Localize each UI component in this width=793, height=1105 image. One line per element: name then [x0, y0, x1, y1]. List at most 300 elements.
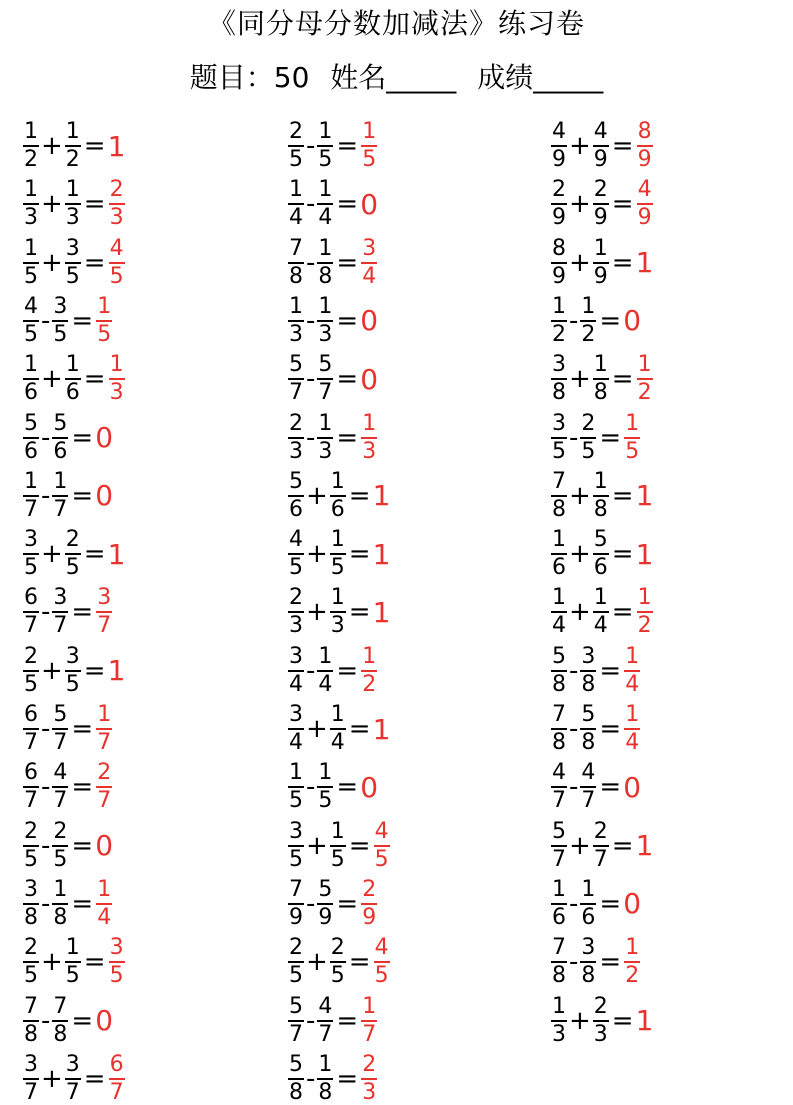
answer-numerator: 1: [362, 643, 377, 669]
operand-a: [23, 820, 39, 872]
equals-sign: =: [611, 189, 634, 220]
operand-a-denominator: 8: [24, 904, 38, 930]
operand-b-denominator: 6: [65, 380, 80, 406]
operand-a-numerator: 7: [289, 235, 303, 261]
problem-row: [287, 878, 378, 930]
answer: 1: [372, 712, 391, 746]
operand-b: [52, 995, 68, 1047]
operand-a-numerator: 1: [552, 527, 566, 553]
operand-a-denominator: 4: [289, 671, 303, 697]
operand-a-denominator: 5: [24, 263, 38, 289]
answer: [374, 820, 390, 872]
operand-b-denominator: 7: [53, 496, 68, 522]
operand-b-numerator: 1: [318, 235, 333, 261]
operand-b-denominator: 8: [593, 380, 608, 406]
operand-b: [65, 528, 81, 580]
operand-a: [23, 178, 39, 230]
operand-b-denominator: 8: [581, 730, 596, 755]
operand-a: [288, 528, 304, 580]
operator-sign: -: [569, 305, 579, 336]
operand-a-numerator: 2: [289, 935, 303, 961]
operand-a-numerator: 3: [24, 876, 38, 902]
operand-b-denominator: 8: [318, 1079, 333, 1105]
operand-a-numerator: 6: [24, 585, 38, 611]
operand-b-denominator: 9: [593, 205, 608, 231]
operator-sign: -: [41, 597, 51, 628]
operator-sign: -: [41, 305, 51, 336]
problem-row: [550, 353, 654, 405]
operand-b-denominator: 8: [581, 671, 596, 697]
operand-a-denominator: 5: [24, 321, 38, 347]
operand-a: [288, 761, 304, 813]
answer-numerator: 2: [362, 876, 377, 902]
problem-row: [287, 1053, 378, 1105]
operand-b-numerator: 1: [581, 876, 596, 902]
problem-row: [22, 936, 126, 988]
operand-b-denominator: 7: [593, 846, 608, 872]
operator-sign: -: [41, 1005, 51, 1036]
equals-sign: =: [83, 364, 106, 395]
operand-b: [52, 820, 68, 872]
operand-a-denominator: 5: [24, 846, 38, 872]
answer-numerator: 4: [374, 818, 389, 844]
operand-b-denominator: 4: [330, 730, 345, 755]
operator-sign: -: [569, 714, 579, 744]
operand-a-numerator: 1: [289, 760, 303, 786]
answer-numerator: 2: [109, 177, 124, 203]
answer-denominator: 5: [97, 321, 112, 347]
answer: [361, 237, 377, 289]
operand-b-numerator: 3: [53, 293, 68, 319]
answer-numerator: 1: [625, 410, 640, 436]
equals-sign: =: [336, 247, 359, 278]
equals-sign: =: [611, 364, 634, 395]
equals-sign: =: [336, 131, 359, 161]
operand-a-denominator: 9: [552, 263, 566, 289]
answer-denominator: 5: [109, 263, 124, 289]
operator-sign: +: [569, 597, 591, 628]
problem-row: [550, 412, 641, 464]
operand-a-denominator: 5: [289, 147, 303, 172]
operand-a-denominator: 6: [552, 904, 566, 930]
operand-b: [52, 470, 68, 522]
answer: 1: [107, 129, 126, 163]
equals-sign: =: [611, 247, 634, 278]
operand-b-numerator: 1: [581, 293, 596, 319]
operand-b: [65, 645, 81, 697]
answer: [374, 936, 390, 988]
operand-b: [317, 645, 333, 697]
answer-numerator: 4: [637, 177, 652, 203]
equals-sign: =: [83, 247, 106, 278]
problem-row: [287, 295, 378, 347]
problem-row: [22, 586, 113, 638]
operand-a-denominator: 2: [24, 147, 38, 172]
operand-b-numerator: 5: [593, 527, 608, 553]
problem-row: [287, 528, 390, 580]
answer-numerator: 1: [97, 702, 112, 727]
problem-row: [22, 820, 113, 872]
operand-b-denominator: 7: [318, 380, 333, 406]
equals-sign: =: [336, 772, 359, 803]
operand-a: [288, 1053, 304, 1105]
answer-numerator: 6: [109, 1051, 124, 1077]
problem-row: [287, 586, 390, 638]
answer: [624, 936, 640, 988]
operand-b-numerator: 3: [65, 235, 80, 261]
answer: 0: [95, 479, 114, 513]
operand-a-denominator: 7: [24, 788, 38, 814]
operand-b-numerator: 1: [330, 468, 345, 494]
operand-a: [23, 412, 39, 464]
operand-a-numerator: 8: [552, 235, 566, 261]
operand-a: [23, 470, 39, 522]
operand-a-numerator: 3: [289, 702, 303, 727]
operand-b: [330, 470, 346, 522]
problem-row: [287, 761, 378, 813]
answer-denominator: 7: [97, 613, 112, 639]
operand-b-numerator: 1: [318, 643, 333, 669]
answer-numerator: 2: [97, 760, 112, 786]
operator-sign: +: [41, 247, 63, 278]
operand-b-numerator: 1: [318, 177, 333, 203]
operand-b-numerator: 2: [330, 935, 345, 961]
operand-b: [580, 645, 596, 697]
operand-b-denominator: 8: [318, 263, 333, 289]
operand-b-denominator: 5: [318, 147, 333, 172]
operand-b-denominator: 9: [593, 147, 608, 172]
operand-b: [330, 820, 346, 872]
operand-b-numerator: 5: [53, 702, 68, 727]
problem-row: [550, 586, 654, 638]
equals-sign: =: [599, 947, 622, 978]
answer-denominator: 5: [625, 438, 640, 464]
answer: 1: [635, 1004, 654, 1037]
operand-b-numerator: 1: [330, 702, 345, 727]
problem-row: [22, 528, 125, 580]
operand-a: [288, 120, 304, 172]
operand-b: [593, 528, 609, 580]
operator-sign: -: [306, 305, 316, 336]
equals-sign: =: [599, 772, 622, 803]
operand-a-denominator: 7: [552, 846, 566, 872]
operand-a-numerator: 5: [552, 818, 566, 844]
equals-sign: =: [336, 305, 359, 336]
operand-a: [288, 353, 304, 405]
operand-a-numerator: 7: [289, 876, 303, 902]
operand-a-denominator: 7: [289, 380, 303, 406]
answer-numerator: 1: [625, 935, 640, 961]
operand-a-denominator: 7: [24, 1079, 38, 1105]
operand-a-numerator: 1: [552, 876, 566, 902]
equals-sign: =: [71, 714, 94, 744]
operand-a: [551, 878, 567, 930]
problem-row: [287, 353, 378, 405]
answer-denominator: 5: [374, 963, 389, 989]
operator-sign: +: [306, 480, 328, 511]
answer-numerator: 1: [362, 410, 377, 436]
operand-b-denominator: 9: [593, 263, 608, 289]
operand-b-denominator: 4: [318, 671, 333, 697]
operand-a-denominator: 5: [289, 555, 303, 581]
operand-a-denominator: 6: [24, 380, 38, 406]
operand-b-denominator: 7: [53, 730, 68, 755]
operand-a-denominator: 2: [552, 321, 566, 347]
operator-sign: -: [569, 772, 579, 803]
equals-sign: =: [336, 888, 359, 919]
operand-b: [317, 995, 333, 1047]
answer: [109, 237, 125, 289]
answer-denominator: 5: [362, 147, 377, 172]
operand-a-denominator: 8: [289, 263, 303, 289]
operand-b-denominator: 5: [318, 788, 333, 814]
answer-denominator: 3: [362, 1079, 377, 1105]
operand-a-numerator: 2: [24, 935, 38, 961]
operand-a: [288, 586, 304, 638]
operand-a-denominator: 8: [552, 496, 566, 522]
operand-b: [317, 178, 333, 230]
equals-sign: =: [599, 714, 622, 744]
answer-denominator: 5: [374, 846, 389, 872]
operand-b-numerator: 3: [581, 643, 596, 669]
operator-sign: -: [41, 422, 51, 453]
operand-a-denominator: 7: [24, 496, 38, 522]
equals-sign: =: [599, 888, 622, 919]
operand-a-denominator: 8: [552, 963, 566, 989]
operand-b: [330, 703, 346, 755]
operator-sign: -: [306, 422, 316, 453]
operand-a-numerator: 5: [289, 993, 303, 1019]
answer: 1: [372, 595, 391, 629]
answer: 0: [360, 304, 379, 338]
answer-denominator: 9: [637, 147, 652, 172]
operand-b-numerator: 2: [65, 527, 80, 553]
operand-b: [593, 353, 609, 405]
equals-sign: =: [83, 189, 106, 220]
answer: 0: [360, 187, 379, 221]
problem-row: [287, 178, 378, 230]
answer-numerator: 4: [109, 235, 124, 261]
operand-b-numerator: 4: [53, 760, 68, 786]
operator-sign: -: [569, 947, 579, 978]
operand-b-denominator: 2: [65, 147, 80, 172]
answer: [96, 878, 112, 930]
operand-a-numerator: 5: [552, 643, 566, 669]
operand-b-numerator: 2: [593, 818, 608, 844]
operand-a-numerator: 5: [289, 1051, 303, 1077]
operand-a-denominator: 5: [552, 438, 566, 464]
answer: 1: [635, 829, 654, 863]
operand-b-numerator: 1: [593, 585, 608, 611]
problem-row: [22, 645, 125, 697]
operand-b: [52, 878, 68, 930]
equals-sign: =: [83, 131, 106, 161]
operand-a-numerator: 1: [552, 293, 566, 319]
operand-b: [65, 936, 81, 988]
operand-b: [52, 761, 68, 813]
problem-row: [550, 470, 653, 522]
equals-sign: =: [71, 1005, 94, 1036]
operand-a: [288, 178, 304, 230]
answer-denominator: 2: [362, 671, 377, 697]
operand-a-denominator: 7: [24, 613, 38, 639]
operand-b-denominator: 5: [330, 963, 345, 989]
operand-b-numerator: 1: [330, 585, 345, 611]
problem-row: [22, 178, 126, 230]
operand-b: [52, 586, 68, 638]
equals-sign: =: [348, 714, 371, 744]
operator-sign: -: [306, 888, 316, 919]
operand-a: [23, 353, 39, 405]
answer-denominator: 7: [109, 1079, 124, 1105]
operand-b-denominator: 8: [53, 904, 68, 930]
equals-sign: =: [348, 539, 371, 570]
operand-b: [593, 995, 609, 1047]
operand-b-denominator: 3: [318, 321, 333, 347]
answer-numerator: 1: [362, 119, 377, 144]
operand-a: [288, 295, 304, 347]
operand-a-denominator: 3: [289, 321, 303, 347]
operand-a-denominator: 4: [289, 730, 303, 755]
answer-numerator: 1: [637, 585, 652, 611]
operator-sign: +: [41, 364, 63, 395]
operand-b: [317, 295, 333, 347]
equals-sign: =: [71, 888, 94, 919]
operand-b-numerator: 1: [318, 1051, 333, 1077]
operand-b: [317, 237, 333, 289]
problem-row: [550, 936, 641, 988]
operator-sign: +: [569, 830, 591, 861]
operand-a-denominator: 8: [552, 730, 566, 755]
operand-a-denominator: 3: [289, 613, 303, 639]
problem-row: [22, 995, 113, 1047]
operand-b-denominator: 3: [593, 1021, 608, 1047]
operand-b-numerator: 5: [318, 352, 333, 378]
operand-b: [330, 528, 346, 580]
equals-sign: =: [336, 655, 359, 686]
answer: 0: [95, 421, 114, 454]
problem-row: [550, 878, 641, 930]
operator-sign: -: [41, 714, 51, 744]
answer-denominator: 3: [109, 380, 124, 406]
worksheet-title: 《同分母分数加减法》练习卷: [207, 7, 585, 40]
answer: [624, 703, 640, 755]
equals-sign: =: [336, 1005, 359, 1036]
answer: [96, 761, 112, 813]
operand-a-numerator: 4: [289, 527, 303, 553]
answer: [361, 412, 377, 464]
operator-sign: +: [569, 539, 591, 570]
operand-a: [551, 412, 567, 464]
problem-row: [22, 120, 125, 172]
operand-a-numerator: 1: [552, 993, 566, 1019]
operand-a: [551, 178, 567, 230]
operator-sign: -: [41, 888, 51, 919]
answer: [624, 412, 640, 464]
problem-row: [287, 703, 390, 755]
operand-b-numerator: 1: [593, 235, 608, 261]
operand-a: [288, 936, 304, 988]
answer-numerator: 1: [637, 352, 652, 378]
answer-denominator: 7: [97, 730, 112, 755]
operand-b-numerator: 2: [53, 818, 68, 844]
operator-sign: -: [306, 189, 316, 220]
operand-b-denominator: 3: [318, 438, 333, 464]
answer-numerator: 3: [97, 585, 112, 611]
name-field: 姓名_____: [330, 61, 457, 94]
answer-numerator: 2: [362, 1051, 377, 1077]
operand-a-denominator: 9: [552, 147, 566, 172]
answer: 1: [635, 246, 654, 280]
operand-a: [23, 586, 39, 638]
problem-row: [287, 936, 391, 988]
problem-row: [287, 820, 391, 872]
equals-sign: =: [611, 480, 634, 511]
operator-sign: +: [306, 714, 328, 744]
operand-b-numerator: 1: [318, 410, 333, 436]
operand-b-numerator: 1: [318, 760, 333, 786]
operand-a-denominator: 6: [552, 555, 566, 581]
problem-row: [22, 412, 113, 464]
operator-sign: +: [306, 597, 328, 628]
operand-b: [317, 120, 333, 172]
operand-b: [65, 237, 81, 289]
operand-b: [330, 936, 346, 988]
equals-sign: =: [71, 830, 94, 861]
operand-a-denominator: 5: [24, 555, 38, 581]
operand-a-numerator: 7: [552, 468, 566, 494]
operator-sign: +: [569, 480, 591, 511]
operand-a-denominator: 7: [24, 730, 38, 755]
answer-numerator: 3: [109, 935, 124, 961]
answer: [109, 178, 125, 230]
answer-denominator: 4: [97, 904, 112, 930]
operand-b: [65, 1053, 81, 1105]
operator-sign: +: [41, 131, 63, 161]
operand-b-numerator: 1: [53, 876, 68, 902]
operator-sign: -: [41, 830, 51, 861]
equals-sign: =: [348, 597, 371, 628]
operand-a: [23, 995, 39, 1047]
operand-a-numerator: 5: [289, 468, 303, 494]
operator-sign: -: [306, 655, 316, 686]
operand-b: [580, 412, 596, 464]
operand-b-numerator: 1: [65, 352, 80, 378]
operand-a-numerator: 1: [24, 468, 38, 494]
operand-b: [317, 878, 333, 930]
operator-sign: -: [306, 364, 316, 395]
answer-numerator: 1: [97, 293, 112, 319]
operand-b-numerator: 1: [330, 818, 345, 844]
operand-a-numerator: 7: [552, 702, 566, 727]
operand-a-numerator: 5: [24, 410, 38, 436]
operand-a-denominator: 4: [552, 613, 566, 639]
answer: [109, 1053, 125, 1105]
operator-sign: +: [41, 947, 63, 978]
answer-numerator: 1: [109, 352, 124, 378]
answer: 1: [107, 537, 126, 571]
problem-row: [550, 703, 641, 755]
operand-a: [23, 1053, 39, 1105]
equals-sign: =: [599, 422, 622, 453]
operator-sign: -: [569, 888, 579, 919]
equals-sign: =: [611, 131, 634, 161]
operand-b-numerator: 2: [581, 410, 596, 436]
operator-sign: -: [306, 1063, 316, 1094]
operand-b: [593, 120, 609, 172]
operand-a-numerator: 7: [552, 935, 566, 961]
operand-a: [23, 120, 39, 172]
